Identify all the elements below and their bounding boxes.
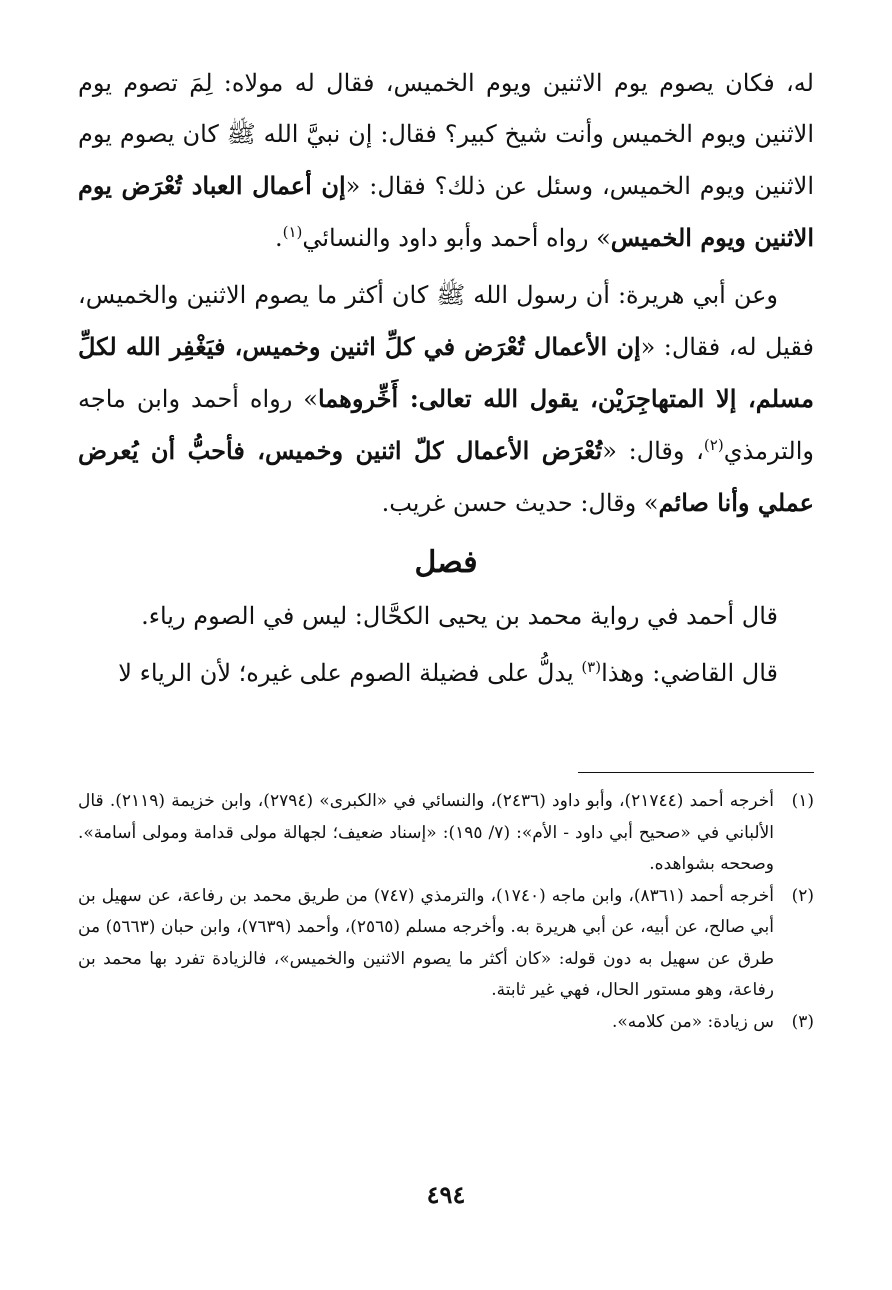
paragraph-2	[78, 270, 814, 529]
paragraph-1-text-a: له، فكان يصوم يوم الاثنين ويوم الخميس، فقال له مولاه: لِمَ تصوم يوم الاثنين ويوم الخميس وأنت شيخ كبير؟ فقال: إن نبيَّ الله ﷺ كان يصوم يوم الاثنين ويوم الخميس، وسئل عن ذلك؟ فقال: «	[78, 69, 814, 200]
footnote-ref-3: (٣)	[581, 658, 602, 676]
paragraph-2-hadith-bold-2: تُعْرَض الأعمال كلّ اثنين وخميس، فأحبُّ أن يُعرض عملي وأنا صائم	[78, 436, 814, 517]
footnote-2-text: أخرجه أحمد (٨٣٦١)، وابن ماجه (١٧٤٠)، والترمذي (٧٤٧) من طريق محمد بن رفاعة، عن سهيل بن أبي صالح، عن أبيه، عن أبي هريرة به. وأخرجه مسلم (٢٥٦٥)، وأحمد (٧٦٣٩)، وابن حبان (٥٦٦٣) من طرق عن سهيل به دون قوله: «كان أكثر ما يصوم الاثنين والخميس»، فالزيادة تفرد بها محمد بن رفاعة، وهو مستور الحال، فهي غير ثابتة.	[78, 885, 774, 1000]
paragraph-2-text-a: وعن أبي هريرة: أن رسول الله ﷺ كان أكثر ما يصوم الاثنين والخميس، فقيل له، فقال: «	[78, 281, 814, 361]
paragraph-4-text-b: يدلُّ على فضيلة الصوم على غيره؛ لأن الرياء لا	[118, 659, 582, 687]
footnotes	[78, 786, 814, 1038]
paragraph-2-text-d: » وقال: حديث حسن غريب.	[381, 489, 659, 517]
footnote-ref-1: (١)	[282, 223, 303, 241]
paragraph-2-text-b: » رواه أحمد وابن ماجه والترمذي	[78, 385, 814, 465]
paragraph-4-text-a: قال القاضي: وهذا	[601, 659, 778, 687]
footnote-2-number: (٢)	[791, 885, 814, 906]
footnote-divider	[578, 772, 814, 773]
footnote-1-text: أخرجه أحمد (٢١٧٤٤)، وأبو داود (٢٤٣٦)، والنسائي في «الكبرى» (٢٧٩٤)، وابن خزيمة (٢١١٩). قال الألباني في «صحيح أبي داود - الأم»: (٧/ ١٩٥): «إسناد ضعيف؛ لجهالة مولى قدامة ومولى أسامة». وصححه بشواهده.	[78, 791, 774, 874]
footnote-2	[78, 881, 814, 1007]
main-text	[78, 58, 814, 699]
paragraph-2-text-c: ، وقال: «	[602, 437, 704, 465]
footnote-ref-2: (٢)	[703, 436, 724, 454]
footnote-1-number: (١)	[791, 791, 814, 811]
paragraph-4	[78, 648, 814, 699]
footnote-3-text: س زيادة: «من كلامه».	[612, 1011, 774, 1032]
paragraph-1-text-b: » رواه أحمد وأبو داود والنسائي	[302, 224, 611, 252]
footnote-1	[78, 786, 814, 881]
footnote-3-number: (٣)	[791, 1011, 814, 1032]
paragraph-1	[78, 58, 814, 264]
paragraph-1-hadith-bold: إن أعمال العباد تُعْرَض يوم الاثنين ويوم الخميس	[78, 171, 814, 252]
paragraph-2-hadith-bold-1: إن الأعمال تُعْرَض في كلِّ اثنين وخميس، فيَغْفِر الله لكلِّ مسلم، إلا المتهاجِرَيْن، يقول الله تعالى: أَخِّروهما	[78, 332, 814, 413]
footnote-3	[78, 1007, 814, 1039]
paragraph-3: قال أحمد في رواية محمد بن يحيى الكحَّال: ليس في الصوم رياء.	[141, 602, 778, 630]
page-number: ٤٩٤	[426, 1180, 466, 1209]
section-heading: فصل	[414, 545, 478, 580]
paragraph-1-text-c: .	[274, 224, 283, 252]
